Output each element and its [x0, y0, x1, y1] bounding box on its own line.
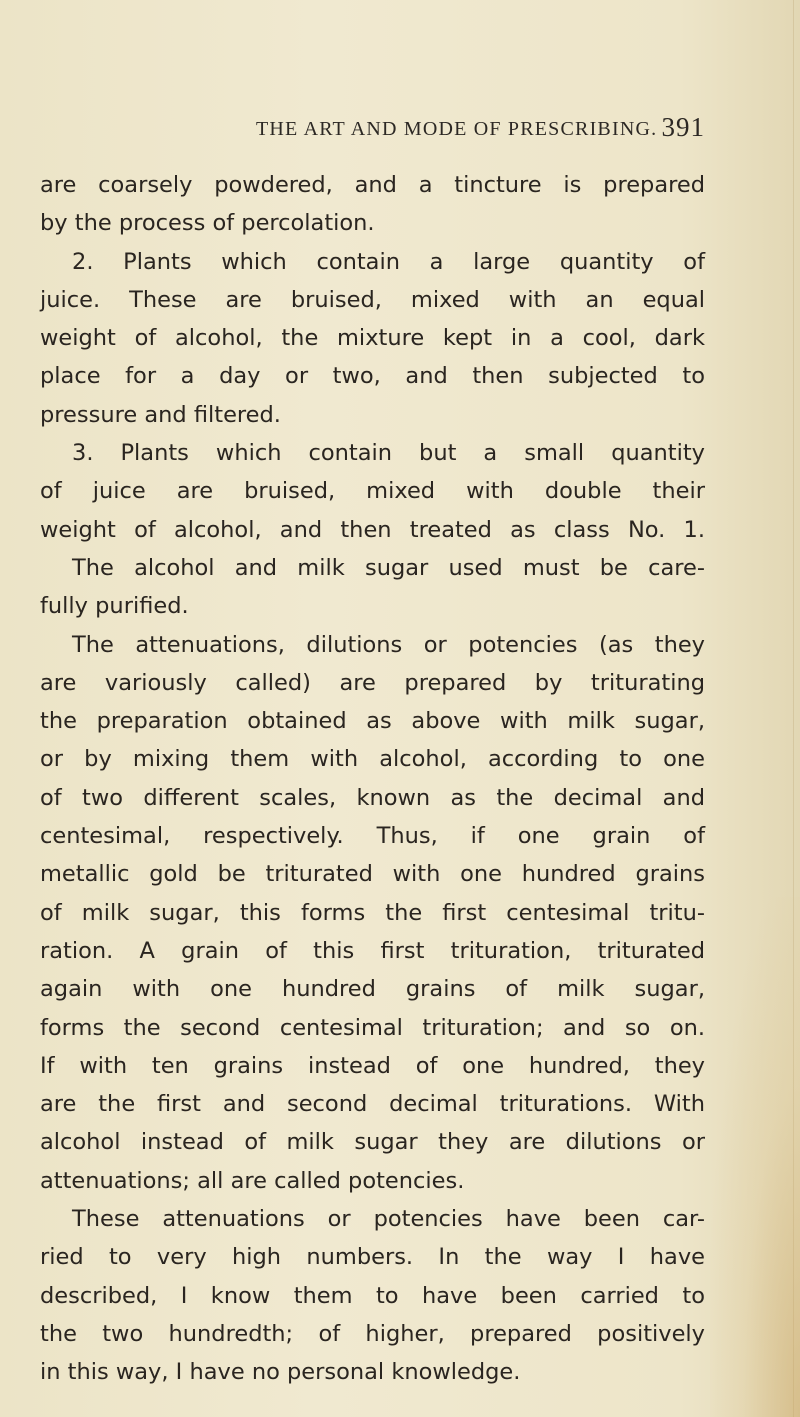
text-line: are the first and second decimal triturations. With [40, 1091, 705, 1118]
text-line: 3. Plants which contain but a small quantity [72, 440, 705, 467]
text-line: of two different scales, known as the decimal and [40, 784, 705, 811]
text-line: place for a day or two, and then subjected to [40, 363, 705, 390]
text-line: are coarsely powdered, and a tincture is prepared [40, 172, 705, 198]
text-line: ried to very high numbers. In the way I have [40, 1244, 705, 1271]
text-line: The attenuations, dilutions or potencies (as they [72, 631, 705, 658]
running-head-title: THE ART AND MODE OF PRESCRIBING. [256, 118, 658, 140]
text-line: fully purified. [40, 593, 189, 620]
page-number: 391 [661, 112, 705, 142]
text-line: The alcohol and milk sugar used must be care- [72, 554, 705, 581]
text-line: These attenuations or potencies have been car- [72, 1206, 705, 1233]
text-line: weight of alcohol, and then treated as class No. 1. [40, 516, 705, 543]
text-line: centesimal, respectively. Thus, if one grain of [40, 823, 705, 850]
body-text [40, 166, 705, 1392]
text-line: are variously called) are prepared by triturating [40, 669, 705, 696]
text-line: or by mixing them with alcohol, according to one [40, 746, 705, 773]
text-line: by the process of percolation. [40, 210, 375, 237]
text-line: metallic gold be triturated with one hundred grains [40, 861, 705, 888]
text-line: again with one hundred grains of milk sugar, [40, 976, 705, 1003]
text-line: ration. A grain of this first trituration, triturated [40, 937, 705, 964]
text-line: alcohol instead of milk sugar they are dilutions or [40, 1129, 705, 1156]
text-line: the preparation obtained as above with milk sugar, [40, 708, 705, 735]
text-line: attenuations; all are called potencies. [40, 1167, 465, 1194]
text-line: of juice are bruised, mixed with double their [40, 478, 705, 505]
text-line: pressure and filtered. [40, 401, 281, 428]
text-line: If with ten grains instead of one hundred, they [40, 1052, 705, 1079]
text-line: of milk sugar, this forms the first centesimal tritu- [40, 899, 705, 926]
running-head [40, 112, 705, 148]
text-line: 2. Plants which contain a large quantity of [72, 248, 705, 275]
text-line: forms the second centesimal trituration; and so on. [40, 1014, 705, 1041]
page-stain [710, 897, 800, 1417]
text-line: described, I know them to have been carried to [40, 1282, 705, 1309]
text-line: weight of alcohol, the mixture kept in a cool, dark [40, 325, 705, 352]
text-line: the two hundredth; of higher, prepared positively [40, 1320, 705, 1347]
text-line: juice. These are bruised, mixed with an equal [40, 286, 705, 313]
text-line: in this way, I have no personal knowledge. [40, 1359, 521, 1386]
